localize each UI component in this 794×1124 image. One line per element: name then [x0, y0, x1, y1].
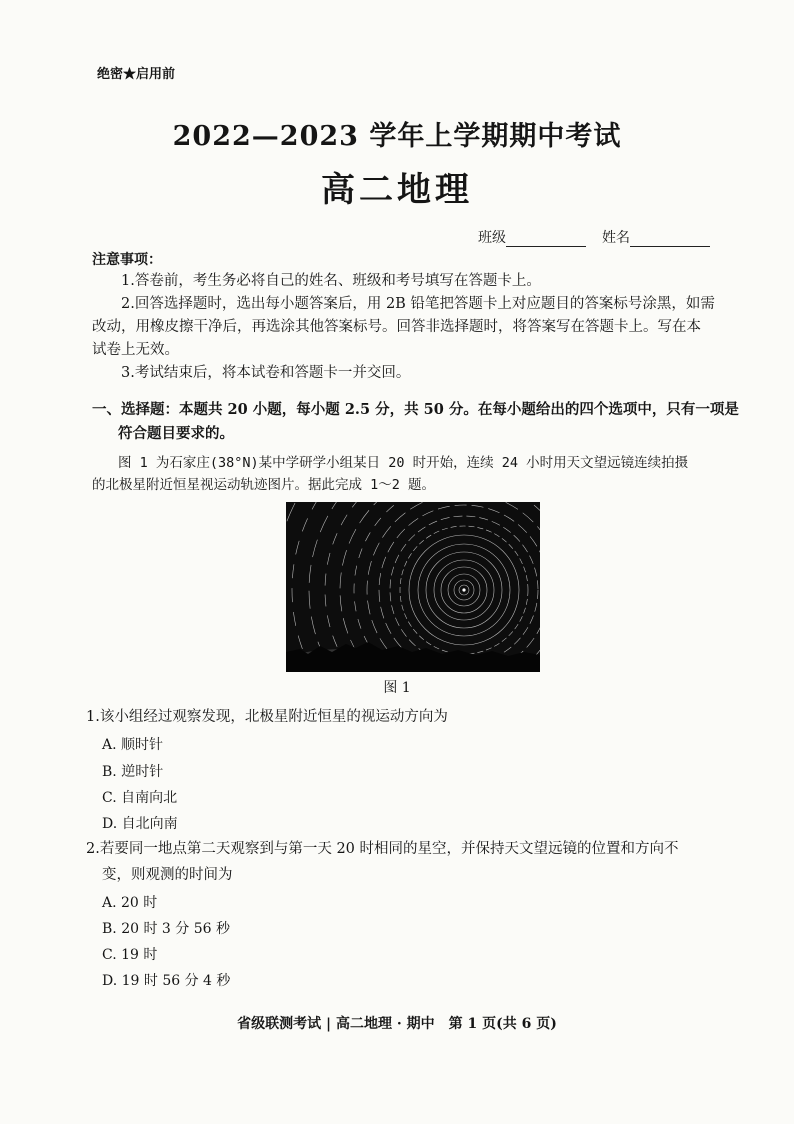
student-info	[478, 227, 710, 247]
class-blank	[506, 232, 586, 247]
q1-option-c: C. 自南向北	[102, 790, 178, 806]
q2-option-c: C. 19 时	[102, 947, 158, 963]
q1-option-a: A. 顺时针	[102, 737, 164, 753]
notice-item-1: 1.答卷前，考生务必将自己的姓名、班级和考号填写在答题卡上。	[121, 273, 541, 289]
question-1-stem: 1.该小组经过观察发现，北极星附近恒星的视运动方向为	[86, 709, 448, 725]
name-blank	[630, 232, 710, 247]
exam-title: 2022—2023 学年上学期期中考试	[172, 121, 622, 152]
q2-option-d: D. 19 时 56 分 4 秒	[102, 973, 231, 989]
section-line-2: 符合题目要求的。	[118, 425, 234, 442]
subject-title: 高二地理	[321, 170, 473, 210]
question-2-stem	[86, 836, 746, 888]
q1-option-d: D. 自北向南	[102, 816, 178, 832]
notice-heading: 注意事项：	[92, 252, 162, 268]
class-label: 班级	[478, 230, 506, 246]
q2-option-b: B. 20 时 3 分 56 秒	[102, 921, 230, 937]
q2-stem-line-1: 2.若要同一地点第二天观察到与第一天 20 时相同的星空，并保持天文望远镜的位置和方向不	[86, 841, 679, 857]
notice-list	[92, 270, 742, 385]
page-footer: 省级联测考试 | 高二地理 · 期中 第 1 页(共 6 页)	[237, 1016, 557, 1032]
confidential-mark: 绝密★启用前	[97, 67, 176, 82]
intro-line-1: 图 1 为石家庄(38°N)某中学研学小组某日 20 时开始，连续 24 小时用天文望远镜连续拍摄	[118, 455, 689, 471]
intro-line-2: 的北极星附近恒星视运动轨迹图片。据此完成 1～2 题。	[92, 477, 436, 493]
q2-stem-line-2: 变，则观测的时间为	[102, 867, 233, 883]
notice-item-2: 2.回答选择题时，选出每小题答案后，用 2B 铅笔把答题卡上对应题目的答案标号涂黑，如需	[121, 296, 715, 312]
section-line-1: 一、选择题：本题共 20 小题，每小题 2.5 分，共 50 分。在每小题给出的四个选项中，只有一项是	[92, 401, 739, 418]
notice-item-2-cont: 改动，用橡皮擦干净后，再选涂其他答案标号。回答非选择题时，将答案写在答题卡上。写在本	[92, 319, 701, 335]
section-heading	[92, 398, 742, 446]
q1-option-b: B. 逆时针	[102, 764, 164, 780]
material-intro	[92, 452, 742, 496]
star-trail-photo	[286, 502, 540, 672]
q2-option-a: A. 20 时	[102, 895, 158, 911]
name-label: 姓名	[602, 230, 630, 246]
notice-item-2-cont2: 试卷上无效。	[92, 342, 179, 358]
figure-caption: 图 1	[383, 680, 411, 696]
star-trail-image	[286, 502, 540, 672]
notice-item-3: 3.考试结束后，将本试卷和答题卡一并交回。	[121, 365, 411, 381]
